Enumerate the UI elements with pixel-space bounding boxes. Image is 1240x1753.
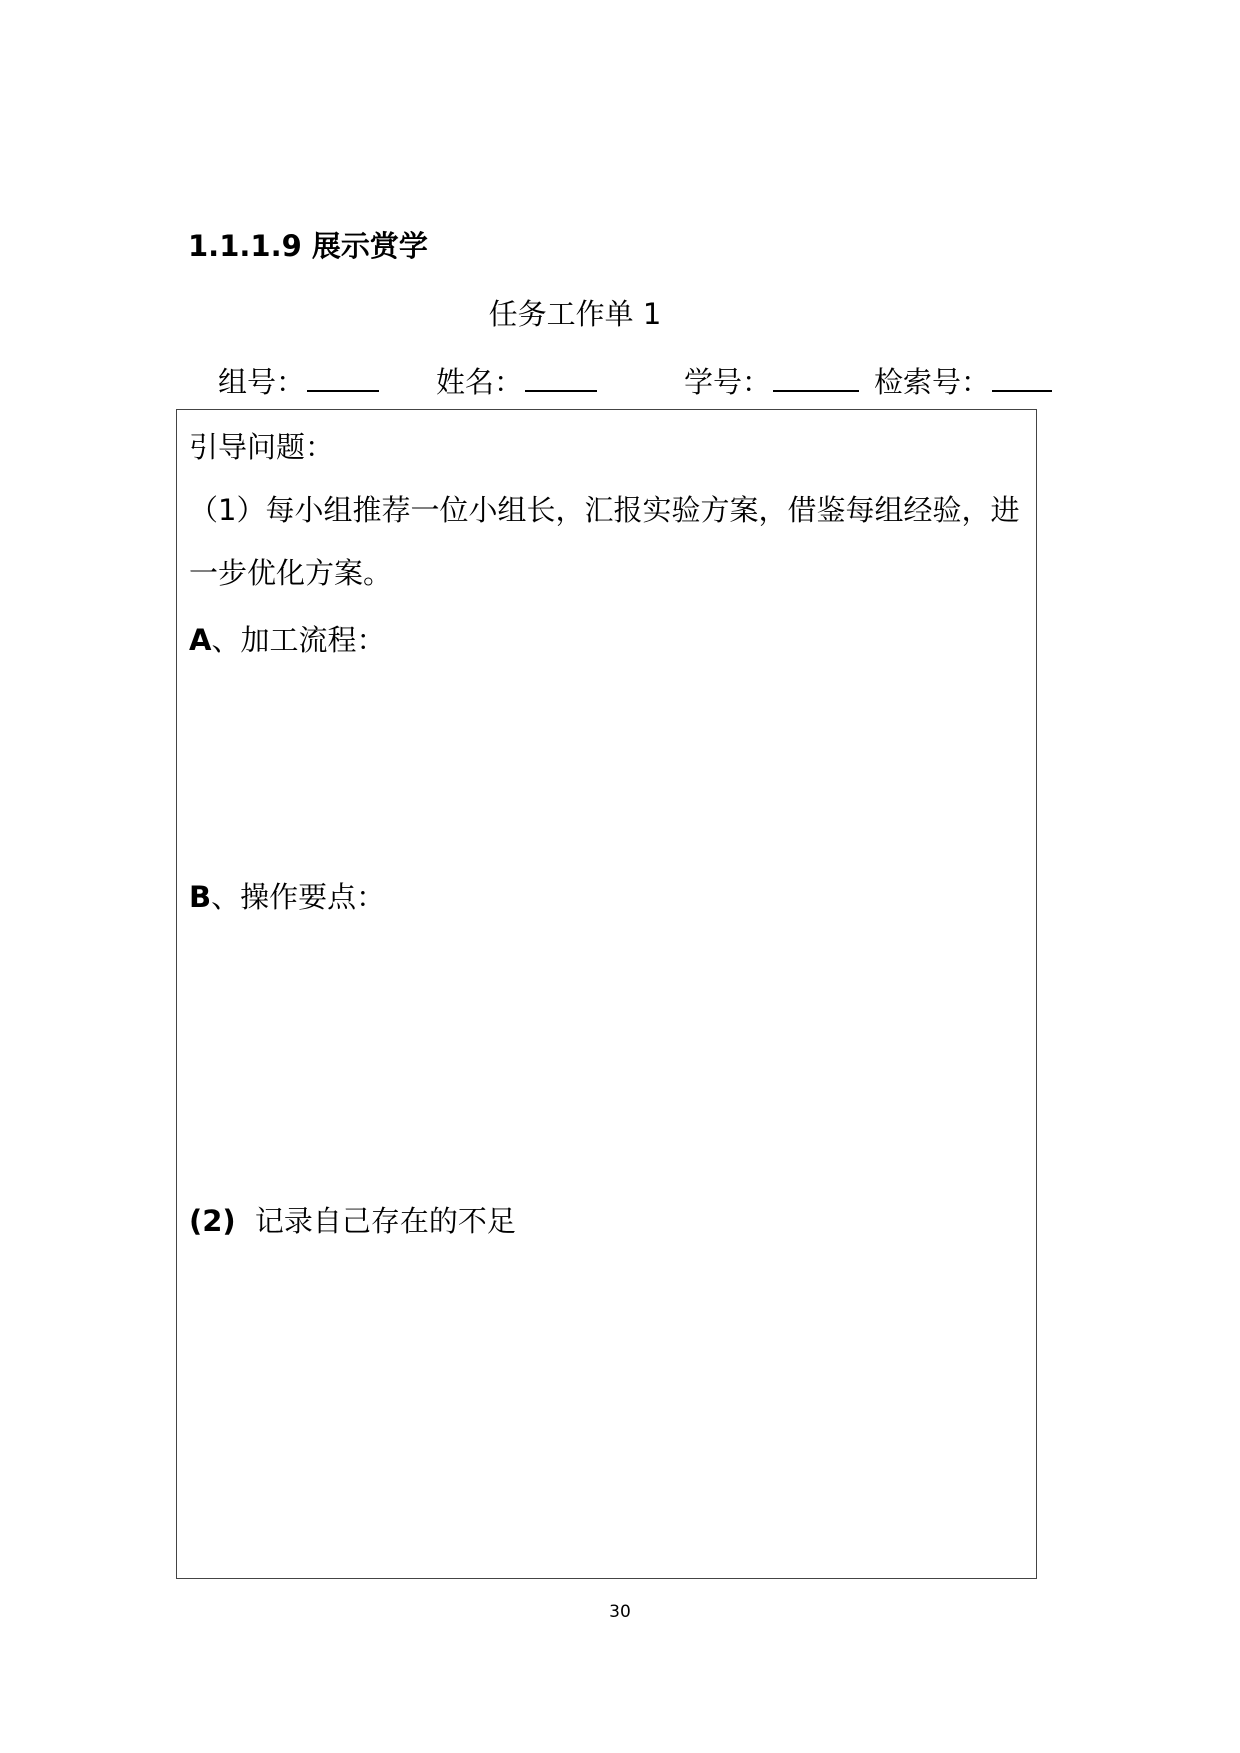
item-a-answer-area[interactable] xyxy=(189,670,1019,870)
item-b-letter: B xyxy=(189,880,212,914)
page-number: 30 xyxy=(609,1602,631,1622)
group-field xyxy=(218,360,379,402)
question2-number: (2) xyxy=(189,1204,236,1238)
question1-line2: 一步优化方案。 xyxy=(189,556,393,590)
worksheet-box xyxy=(176,409,1037,1579)
info-row xyxy=(0,360,1240,402)
question2-answer-area[interactable] xyxy=(189,1255,1019,1555)
search-id-blank[interactable] xyxy=(992,360,1052,392)
section-heading: 1.1.1.9 展示赏学 xyxy=(188,229,428,263)
group-blank[interactable] xyxy=(307,360,379,392)
name-label: 姓名： xyxy=(436,365,524,399)
item-a-letter: A xyxy=(189,623,212,657)
student-id-blank[interactable] xyxy=(773,360,859,392)
student-id-label: 学号： xyxy=(684,365,772,399)
question1-line1: （1）每小组推荐一位小组长，汇报实验方案，借鉴每组经验，进 xyxy=(189,493,1020,527)
name-blank[interactable] xyxy=(525,360,597,392)
item-b-text: 、操作要点： xyxy=(211,880,386,914)
name-field xyxy=(436,360,597,402)
question2-label xyxy=(189,1201,516,1241)
question2-text: 记录自己存在的不足 xyxy=(254,1204,516,1238)
search-id-label: 检索号： xyxy=(874,365,991,399)
search-id-field xyxy=(874,360,1052,402)
group-label: 组号： xyxy=(218,365,306,399)
form-title: 任务工作单 1 xyxy=(488,297,662,331)
student-id-field xyxy=(684,360,859,402)
item-b-label xyxy=(189,877,385,917)
item-a-label xyxy=(189,620,385,660)
guide-label: 引导问题： xyxy=(189,430,335,464)
item-a-text: 、加工流程： xyxy=(211,623,386,657)
item-b-answer-area[interactable] xyxy=(189,930,1019,1190)
